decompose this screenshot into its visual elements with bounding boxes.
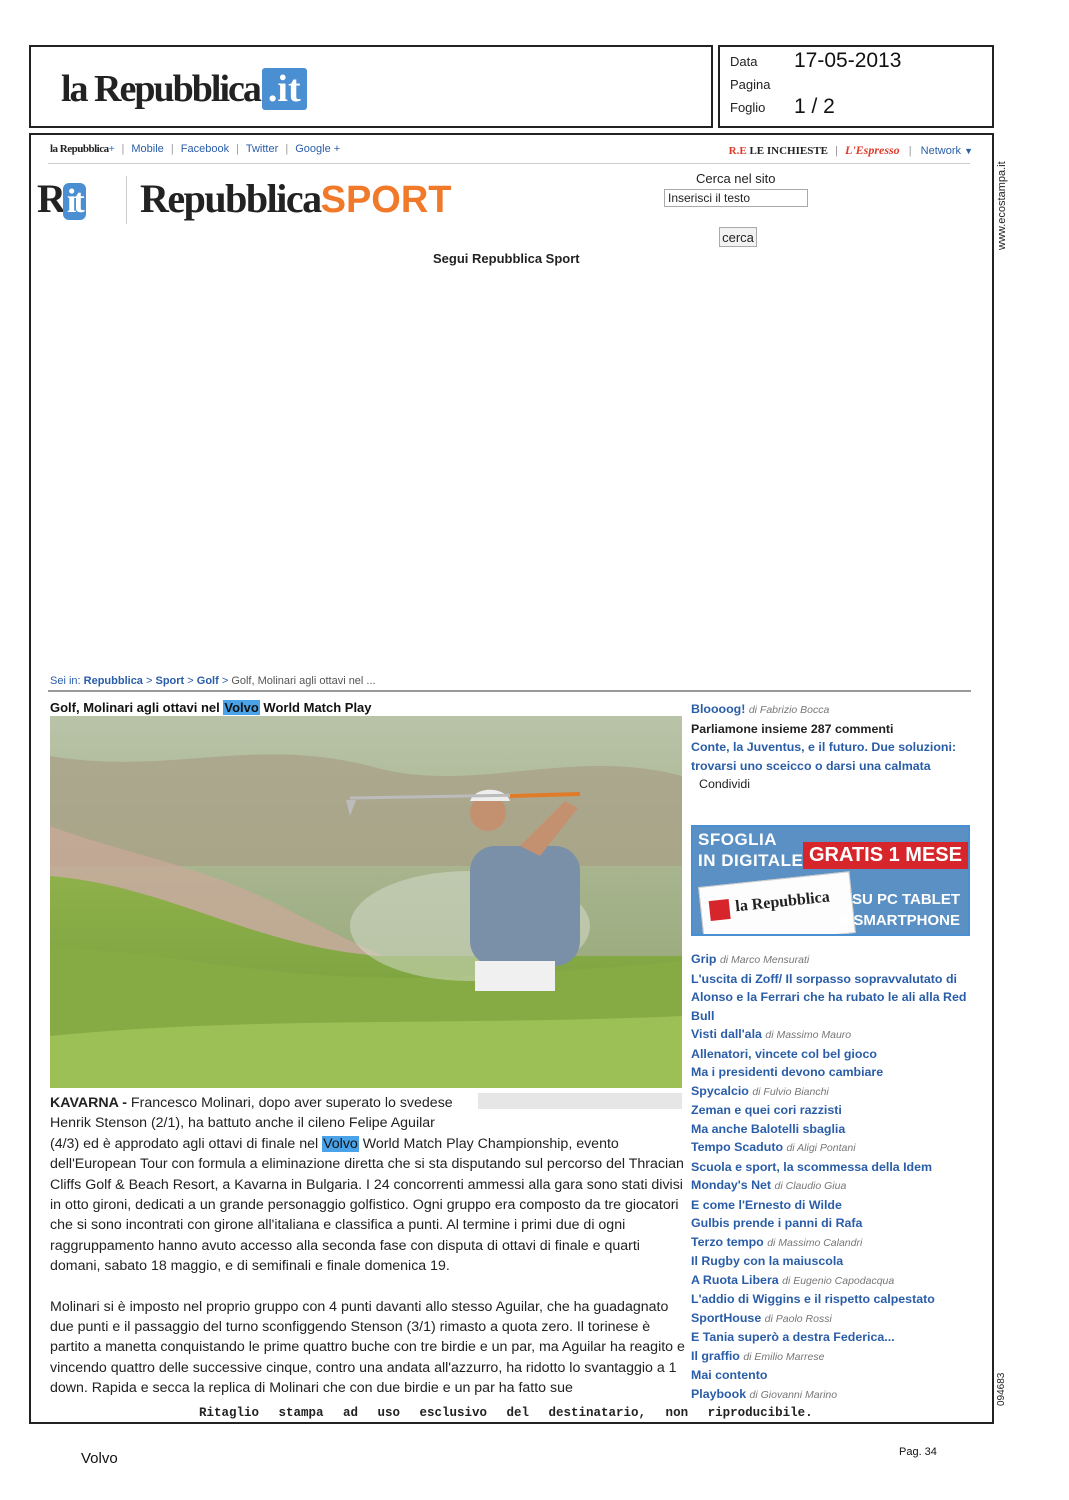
sidebar-list-item[interactable]: Playbook di Giovanni Marino (691, 1386, 838, 1401)
sidebar-list-item[interactable]: L'addio di Wiggins e il rispetto calpestato (691, 1292, 935, 1306)
golfer-photo-illustration (50, 716, 682, 1088)
promo-line-4: E SMARTPHONE (839, 912, 960, 929)
sidebar-list-item[interactable]: SportHouse di Paolo Rossi (691, 1310, 832, 1325)
article-photo (50, 716, 682, 1088)
clipping-masthead-box (29, 45, 713, 128)
nav-espresso-link[interactable]: L'Espresso (845, 143, 900, 157)
date-label: Data (730, 54, 758, 69)
promo-line-2: IN DIGITALE (698, 851, 804, 870)
article-title: Golf, Molinari agli ottavi nel Volvo World Match Play (50, 700, 372, 715)
breadcrumb-item-sport[interactable]: Sport (155, 675, 185, 687)
clipping-footer-notice: Ritaglio stampa ad uso esclusivo del destinatario, non riproducibile. (199, 1406, 813, 1420)
digital-edition-promo[interactable] (691, 825, 970, 936)
side-url: www.ecostampa.it (996, 161, 1008, 250)
sidebar-item-author: di Fulvio Bianchi (752, 1085, 829, 1098)
sidebar-item-author: di Emilio Marrese (743, 1350, 825, 1363)
top-nav: la Repubblica+ | Mobile | Facebook | Twitter | Google + (50, 143, 341, 155)
nav-link-facebook[interactable]: Facebook (180, 143, 230, 155)
sidebar-list-item[interactable]: Terzo tempo di Massimo Calandri (691, 1234, 863, 1249)
search-button[interactable]: cerca (719, 227, 757, 247)
nav-network-menu[interactable]: Network ▼ (920, 145, 973, 157)
sidebar-list-item[interactable]: Il Rugby con la maiuscola (691, 1254, 844, 1268)
nav-right: R.E LE INCHIESTE | L'Espresso | Network ▼ (728, 143, 973, 157)
clipping-meta-box (718, 45, 994, 128)
blog-author: di Fabrizio Bocca (748, 704, 830, 716)
blog-title-link[interactable]: Bloooog! (691, 702, 746, 716)
sidebar-list-item[interactable]: Visti dall'ala di Massimo Mauro (691, 1027, 852, 1041)
sidebar-item-author: di Paolo Rossi (764, 1312, 832, 1325)
bottom-tag: Volvo (81, 1450, 118, 1467)
breadcrumb-divider (48, 690, 971, 692)
search-label: Cerca nel sito (696, 171, 776, 186)
article-body (50, 1093, 688, 1399)
sidebar-list-item[interactable]: L'uscita di Zoff/ Il sorpasso sopravvalutato di Alonso e la Ferrari che ha rubato le ali alla Red Bull (691, 971, 967, 1023)
chevron-down-icon: ▼ (964, 146, 973, 156)
logo-divider (126, 176, 127, 224)
sidebar-list-item[interactable]: Tempo Scaduto di Aligi Pontani (691, 1140, 856, 1154)
nav-link-twitter[interactable]: Twitter (245, 143, 279, 155)
sidebar-item-author: di Eugenio Capodacqua (782, 1274, 895, 1287)
page-label: Pagina (730, 77, 771, 92)
sidebar-list-item[interactable]: E Tania superò a destra Federica... (691, 1330, 895, 1344)
comments-count: Parliamone insieme 287 commenti (691, 721, 894, 736)
sidebar-list-item[interactable]: Il graffio di Emilio Marrese (691, 1348, 825, 1363)
nav-link-google[interactable]: Google + (295, 143, 341, 155)
sidebar-list-item[interactable]: Zeman e quei cori razzisti (691, 1103, 842, 1117)
sidebar-list-item[interactable]: A Ruota Libera di Eugenio Capodacqua (691, 1272, 895, 1287)
sidebar-item-author: di Marco Mensurati (719, 954, 810, 966)
sidebar-blog (691, 700, 973, 794)
nav-inchieste-link[interactable]: R.E LE INCHIESTE (728, 145, 829, 157)
sidebar-blog-list (691, 950, 973, 1404)
article-paragraph-2: Molinari si è imposto nel proprio gruppo con 4 punti davanti allo stesso Aguilar, che ha guadagnato due punti e il passaggio del turno sconfiggendo Stenson (3/1) rimasto a quota zero. Il torinese è partito a manetta conquistando le prime quattro buche con tre birdie e un par, ma Aguilar ha reagito e vincendo quattro delle successive cinque, contro una andata all'azzurro, ha ridotto lo svantaggio a 1 down. Rapida e secca la replica di Molinari che con due birdie e un par ha fatto sue (50, 1298, 685, 1397)
sidebar-item-author: di Massimo Mauro (765, 1029, 852, 1041)
sheet-value: 1 / 2 (794, 95, 835, 118)
breadcrumb-current: Golf, Molinari agli ottavi nel ... (231, 675, 376, 687)
blog-headline-link[interactable]: Conte, la Juventus, e il futuro. Due soluzioni: trovarsi uno sceicco o darsi una calmata (691, 740, 957, 773)
side-code: 094683 (996, 1372, 1007, 1406)
sidebar-list-item[interactable]: E come l'Ernesto di Wilde (691, 1197, 842, 1212)
sidebar-item-author: di Claudio Giua (774, 1180, 847, 1192)
keyword-highlight: Volvo (224, 700, 259, 715)
sidebar-list-item[interactable]: Gulbis prende i panni di Rafa (691, 1216, 863, 1230)
nav-brand-link[interactable]: la Repubblica+ (50, 143, 115, 155)
promo-line-3: SU PC TABLET (851, 891, 960, 908)
promo-free-badge: GRATIS 1 MESE (803, 842, 968, 869)
sheet-label: Foglio (730, 100, 766, 115)
rit-logo[interactable]: R it (37, 175, 117, 225)
sidebar-item-author: di Giovanni Marino (749, 1388, 838, 1401)
sidebar-list-item[interactable]: Mai contento (691, 1368, 768, 1382)
breadcrumb-item-golf[interactable]: Golf (196, 675, 219, 687)
breadcrumb-prefix: Sei in: (50, 675, 81, 687)
follow-heading: Segui Repubblica Sport (433, 251, 580, 266)
sidebar-list-item[interactable]: Grip di Marco Mensurati (691, 952, 810, 966)
sidebar-list-item[interactable]: Scuola e sport, la scommessa della Idem (691, 1159, 933, 1174)
date-value: 17-05-2013 (794, 49, 902, 72)
sidebar-list-item[interactable]: Ma i presidenti devono cambiare (691, 1065, 884, 1079)
repubblica-sport-logo[interactable]: RepubblicaSPORT (140, 176, 452, 221)
sidebar-list-item[interactable]: Monday's Net di Claudio Giua (691, 1178, 847, 1192)
sidebar-item-author: di Aligi Pontani (786, 1142, 856, 1154)
dateline: KAVARNA - (50, 1095, 127, 1111)
repubblica-masthead-logo: la Repubblica .it (61, 67, 307, 111)
nav-link-mobile[interactable]: Mobile (131, 143, 164, 155)
article-paragraph-1: KAVARNA - Francesco Molinari, dopo aver superato lo svedese Henrik Stenson (2/1), ha battuto anche il cileno Felipe Aguilar (4/3) ed è approdato agli ottavi di finale nel Volvo World Match Play Championship, evento dell'European Tour con formula a eliminazione diretta che si sta disputando sul percorso del Thracian Cliffs Golf & Beach Resort, a Kavarna in Bulgaria. I 24 concorrenti ammessi alla gara sono stati divisi in otto gironi, dedicati a un grande personaggio golfistico. Ogni gruppo era composto da tre giocatori che si sono incontrati con girone all'italiana e classifica a punti. Al termine i primi due di ogni raggruppamento hanno avuto accesso alla seconda fase con disputa di ottavi di finale e quarti domani, sabato 18 maggio, e di semifinali e finale domenica 19. (50, 1095, 684, 1275)
search-input[interactable] (664, 189, 808, 207)
share-button[interactable]: Condividi (699, 777, 750, 791)
sidebar-list-item[interactable]: Spycalcio di Fulvio Bianchi (691, 1083, 829, 1098)
promo-line-1: SFOGLIA (698, 830, 778, 849)
sidebar-list-item[interactable]: Ma anche Balotelli sbaglia (691, 1121, 846, 1136)
sidebar-item-author: di Massimo Calandri (767, 1236, 863, 1249)
keyword-highlight: Volvo (323, 1135, 358, 1152)
breadcrumb-item-repubblica[interactable]: Repubblica (83, 675, 143, 687)
breadcrumb: Sei in: Repubblica > Sport > Golf > Golf, Molinari agli ottavi nel ... (50, 675, 376, 687)
nav-divider (48, 163, 970, 164)
page-number: Pag. 34 (899, 1446, 937, 1458)
sidebar-list-item[interactable]: Allenatori, vincete col bel gioco (691, 1046, 877, 1061)
promo-newspaper: la Repubblica (698, 871, 856, 936)
